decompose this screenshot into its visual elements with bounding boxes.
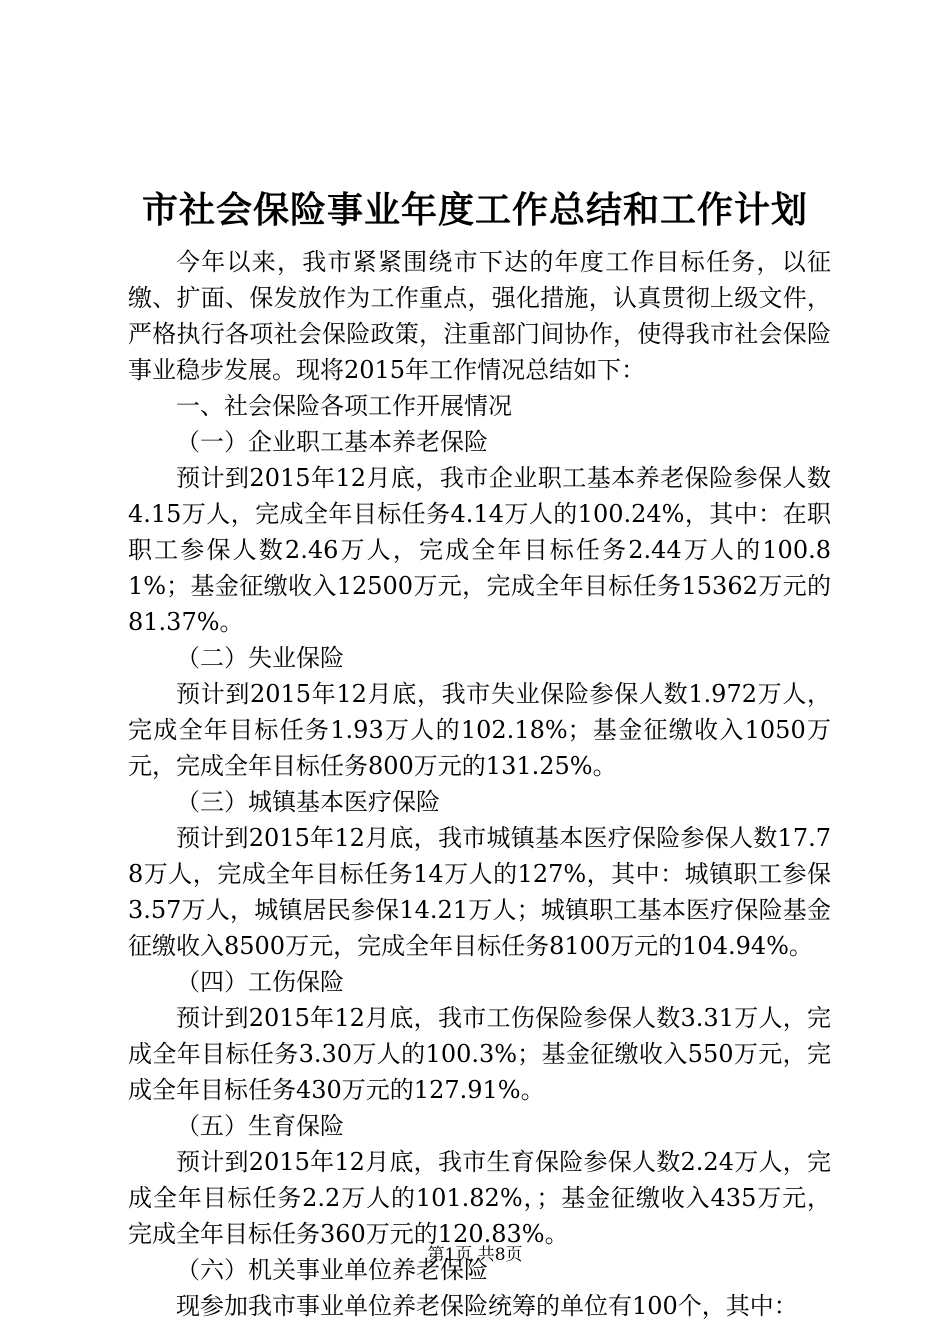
subsection-heading: （一）企业职工基本养老保险 — [176, 428, 488, 456]
body-paragraph: 现参加我市事业单位养老保险统筹的单位有100个，其中： — [176, 1292, 798, 1320]
subsection-heading: （二）失业保险 — [176, 644, 344, 672]
document-body — [128, 244, 831, 1324]
body-paragraph: 预计到2015年12月底，我市生育保险参保人数2.24万人，完成全年目标任务2.2万人的101.82%，；基金征缴收入435万元，完成全年目标任务360万元的120.83%。 — [128, 1148, 831, 1248]
body-paragraph: 预计到2015年12月底，我市企业职工基本养老保险参保人数4.15万人，完成全年目标任务4.14万人的100.24%，其中：在职职工参保人数2.46万人，完成全年目标任务2.44万人的100.81%；基金征缴收入12500万元，完成全年目标任务15362万元的81.37%。 — [128, 464, 831, 636]
body-paragraph: 预计到2015年12月底，我市城镇基本医疗保险参保人数17.78万人，完成全年目标任务14万人的127%，其中：城镇职工参保3.57万人，城镇居民参保14.21万人；城镇职工基本医疗保险基金征缴收入8500万元，完成全年目标任务8100万元的104.94%。 — [128, 824, 831, 960]
section-heading: 一、社会保险各项工作开展情况 — [176, 392, 512, 420]
subsection-heading: （六）机关事业单位养老保险 — [176, 1256, 488, 1284]
document-title: 市社会保险事业年度工作总结和工作计划 — [141, 189, 808, 231]
body-paragraph: 预计到2015年12月底，我市工伤保险参保人数3.31万人，完成全年目标任务3.30万人的100.3%；基金征缴收入550万元，完成全年目标任务430万元的127.91%。 — [128, 1004, 831, 1104]
page-footer: 第1页 共8页 — [427, 1245, 523, 1265]
subsection-heading: （三）城镇基本医疗保险 — [176, 788, 440, 816]
body-paragraph: 预计到2015年12月底，我市失业保险参保人数1.972万人，完成全年目标任务1.93万人的102.18%；基金征缴收入1050万元，完成全年目标任务800万元的131.25%。 — [128, 680, 831, 780]
intro-paragraph: 今年以来，我市紧紧围绕市下达的年度工作目标任务，以征缴、扩面、保发放作为工作重点，强化措施，认真贯彻上级文件，严格执行各项社会保险政策，注重部门间协作，使得我市社会保险事业稳步发展。现将2015年工作情况总结如下： — [128, 248, 831, 384]
subsection-heading: （五）生育保险 — [176, 1112, 344, 1140]
subsection-heading: （四）工伤保险 — [176, 968, 344, 996]
